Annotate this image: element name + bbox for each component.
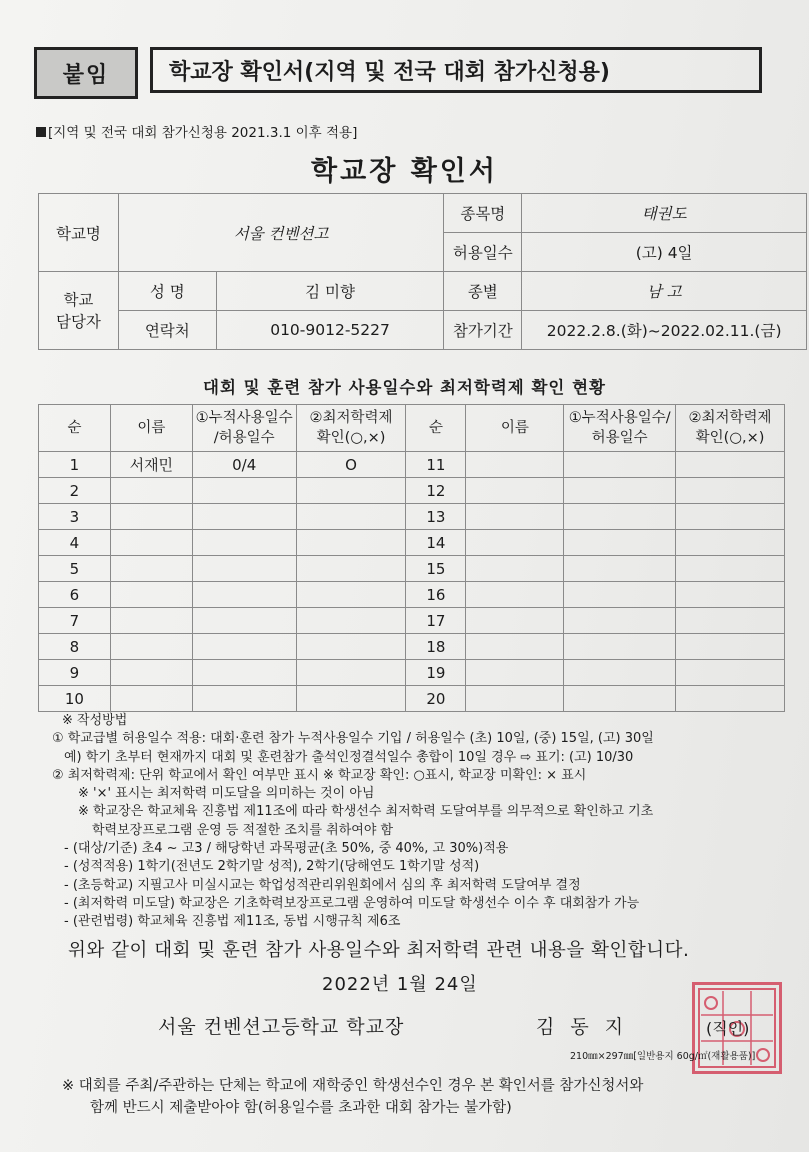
seal-label: (직인) <box>706 1019 750 1038</box>
row-grade-2 <box>676 452 785 478</box>
header-days-2 <box>564 405 676 452</box>
row-days-2 <box>564 556 676 582</box>
header-grade2-line1: ②최저학력제 <box>688 410 772 426</box>
row-no-2: 11 <box>406 452 466 478</box>
row-name <box>110 608 192 634</box>
row-no: 6 <box>39 582 111 608</box>
row-grade <box>296 660 406 686</box>
row-no-2: 20 <box>406 686 466 712</box>
school-label: 학교명 <box>39 194 119 272</box>
gender-label: 종별 <box>444 272 522 311</box>
document-title: 학교장 확인서(지역 및 전국 대회 참가신청용) <box>150 47 762 93</box>
section-title: 대회 및 훈련 참가 사용일수와 최저학력제 확인 현황 <box>203 378 606 397</box>
header-grade-line2: 확인(○,×) <box>316 430 386 446</box>
header-days2-line2: 허용일수 <box>591 430 648 446</box>
square-bullet-icon <box>36 127 46 137</box>
principal-name: 김 동 지 <box>536 1016 629 1038</box>
row-name-2 <box>466 634 564 660</box>
gender-value: 남 고 <box>522 272 807 311</box>
row-days: 0/4 <box>192 452 296 478</box>
page-title: 학교장 확인서 <box>311 156 498 187</box>
table-row <box>39 634 785 660</box>
row-name <box>110 478 192 504</box>
row-days <box>192 660 296 686</box>
row-name-2 <box>466 504 564 530</box>
row-no-2: 12 <box>406 478 466 504</box>
header-grade <box>296 405 406 452</box>
row-no: 8 <box>39 634 111 660</box>
row-name <box>110 634 192 660</box>
row-name <box>110 686 192 712</box>
row-no: 2 <box>39 478 111 504</box>
attachment-label: 붙임 <box>34 47 138 99</box>
row-no: 5 <box>39 556 111 582</box>
row-days-2 <box>564 608 676 634</box>
row-name-2 <box>466 478 564 504</box>
row-days-2 <box>564 478 676 504</box>
table-row <box>39 556 785 582</box>
instruction-detail: - (관련법령) 학교체육 진흥법 제11조, 동법 시행규칙 제6조 <box>64 914 401 930</box>
row-days-2 <box>564 452 676 478</box>
header-grade-2 <box>676 405 785 452</box>
row-name <box>110 504 192 530</box>
header-name: 이름 <box>110 405 192 452</box>
row-grade-2 <box>676 634 785 660</box>
row-grade-2 <box>676 504 785 530</box>
row-name: 서재민 <box>110 452 192 478</box>
row-no: 10 <box>39 686 111 712</box>
row-name <box>110 660 192 686</box>
table-row <box>39 608 785 634</box>
row-name-2 <box>466 686 564 712</box>
row-days <box>192 686 296 712</box>
instruction-detail: - (최저학력 미도달) 학교장은 기초학력보장프로그램 운영하여 미도달 학생선수 이수 후 대회참가 가능 <box>64 895 640 911</box>
header-grade-line1: ②최저학력제 <box>309 410 393 426</box>
row-grade <box>296 504 406 530</box>
row-grade-2 <box>676 608 785 634</box>
submission-note-line1: ※ 대회를 주최/주관하는 단체는 학교에 재학중인 학생선수인 경우 본 확인서를 참가신청서와 <box>62 1078 644 1094</box>
row-grade-2 <box>676 582 785 608</box>
row-days <box>192 478 296 504</box>
applicability-note <box>36 121 357 141</box>
row-no-2: 13 <box>406 504 466 530</box>
header-days2-line1: ①누적사용일수/ <box>568 410 671 426</box>
days-value: (고) 4일 <box>522 233 807 272</box>
row-grade <box>296 608 406 634</box>
row-days-2 <box>564 660 676 686</box>
row-no-2: 14 <box>406 530 466 556</box>
days-label: 허용일수 <box>444 233 522 272</box>
instructions <box>52 712 797 932</box>
contact-value: 010-9012-5227 <box>216 311 444 350</box>
instruction-item: ① 학교급별 허용일수 적용: 대회·훈련 참가 누적사용일수 기입 / 허용일수 (초) 10일, (중) 15일, (고) 30일 <box>52 731 654 747</box>
row-grade <box>296 478 406 504</box>
row-grade <box>296 530 406 556</box>
confirmation-statement: 위와 같이 대회 및 훈련 참가 사용일수와 최저학력 관련 내용을 확인합니다. <box>68 940 690 961</box>
name-label: 성 명 <box>118 272 216 311</box>
instruction-example: 예) 학기 초부터 현재까지 대회 및 훈련참가 출석인정결석일수 총합이 10일 경우 ⇨ 표기: (고) 10/30 <box>64 749 634 765</box>
header-name-2: 이름 <box>466 405 564 452</box>
manager-label <box>39 272 119 350</box>
header-days <box>192 405 296 452</box>
row-no-2: 15 <box>406 556 466 582</box>
row-grade <box>296 582 406 608</box>
manager-label-2: 담당자 <box>55 312 101 331</box>
row-name-2 <box>466 556 564 582</box>
event-label: 종목명 <box>444 194 522 233</box>
row-grade: O <box>296 452 406 478</box>
row-days-2 <box>564 504 676 530</box>
row-grade <box>296 686 406 712</box>
row-name-2 <box>466 608 564 634</box>
table-row <box>39 582 785 608</box>
row-days <box>192 556 296 582</box>
period-label: 참가기간 <box>444 311 522 350</box>
row-name-2 <box>466 452 564 478</box>
row-grade-2 <box>676 478 785 504</box>
instruction-item: ② 최저학력제: 단위 학교에서 확인 여부만 표시 ※ 학교장 확인: ○표시, 학교장 미확인: × 표시 <box>52 767 587 783</box>
instruction-subnote-cont: 학력보장프로그램 운영 등 적절한 조치를 취하여야 함 <box>92 822 394 838</box>
school-principal-title: 서울 컨벤션고등학교 학교장 <box>158 1016 405 1038</box>
table-row <box>39 660 785 686</box>
row-days-2 <box>564 686 676 712</box>
instructions-heading: ※ 작성방법 <box>62 713 128 728</box>
header-no: 순 <box>39 405 111 452</box>
name-value: 김 미향 <box>216 272 444 311</box>
row-no: 9 <box>39 660 111 686</box>
row-days-2 <box>564 582 676 608</box>
row-grade <box>296 634 406 660</box>
row-name-2 <box>466 660 564 686</box>
applicability-note-text: [지역 및 전국 대회 참가신청용 2021.3.1 이후 적용] <box>48 125 358 141</box>
signing-date: 2022년 1월 24일 <box>322 974 478 995</box>
submission-note <box>62 1075 782 1119</box>
row-no-2: 18 <box>406 634 466 660</box>
table-row <box>39 504 785 530</box>
school-value: 서울 컨벤션고 <box>118 194 444 272</box>
row-days-2 <box>564 634 676 660</box>
row-name-2 <box>466 582 564 608</box>
row-no: 3 <box>39 504 111 530</box>
instruction-subnote: ※ 학교장은 학교체육 진흥법 제11조에 따라 학생선수 최저학력 도달여부를 의무적으로 확인하고 기초 <box>78 804 654 820</box>
row-no: 4 <box>39 530 111 556</box>
row-grade-2 <box>676 530 785 556</box>
row-name <box>110 556 192 582</box>
row-name <box>110 530 192 556</box>
row-name-2 <box>466 530 564 556</box>
row-no: 1 <box>39 452 111 478</box>
submission-note-line2: 함께 반드시 제출받아야 함(허용일수를 초과한 대회 참가는 불가함) <box>90 1100 512 1116</box>
row-grade <box>296 556 406 582</box>
row-name <box>110 582 192 608</box>
row-days <box>192 634 296 660</box>
event-value: 태권도 <box>522 194 807 233</box>
header-days-line2: /허용일수 <box>213 430 275 446</box>
row-grade-2 <box>676 686 785 712</box>
instruction-detail: - (대상/기준) 초4 ~ 고3 / 해당학년 과목평균(초 50%, 중 40%, 고 30%)적용 <box>64 841 509 857</box>
info-table <box>38 193 807 350</box>
instruction-subnote: ※ '×' 표시는 최저학력 미도달을 의미하는 것이 아님 <box>78 786 375 802</box>
status-table <box>38 404 785 712</box>
row-no-2: 17 <box>406 608 466 634</box>
row-days <box>192 608 296 634</box>
header-grade2-line2: 확인(○,×) <box>695 430 765 446</box>
header-no-2: 순 <box>406 405 466 452</box>
row-days <box>192 504 296 530</box>
instruction-detail: - (초등학교) 지필고사 미실시교는 학업성적관리위원회에서 심의 후 최저학력 도달여부 결정 <box>64 877 581 893</box>
manager-label-1: 학교 <box>63 290 94 309</box>
paper-spec: 210㎜×297㎜[일반용지 60g/㎡(재활용품)] <box>570 1051 756 1062</box>
row-days-2 <box>564 530 676 556</box>
table-header-row <box>39 405 785 452</box>
row-days <box>192 530 296 556</box>
header-days-line1: ①누적사용일수 <box>195 410 293 426</box>
row-no: 7 <box>39 608 111 634</box>
row-grade-2 <box>676 556 785 582</box>
table-row <box>39 530 785 556</box>
instruction-detail: - (성적적용) 1학기(전년도 2학기말 성적), 2학기(당해연도 1학기말 성적) <box>64 859 480 875</box>
contact-label: 연락처 <box>118 311 216 350</box>
table-row <box>39 686 785 712</box>
table-row <box>39 478 785 504</box>
row-no-2: 19 <box>406 660 466 686</box>
row-days <box>192 582 296 608</box>
row-grade-2 <box>676 660 785 686</box>
period-value: 2022.2.8.(화)~2022.02.11.(금) <box>522 311 807 350</box>
row-no-2: 16 <box>406 582 466 608</box>
table-row <box>39 452 785 478</box>
